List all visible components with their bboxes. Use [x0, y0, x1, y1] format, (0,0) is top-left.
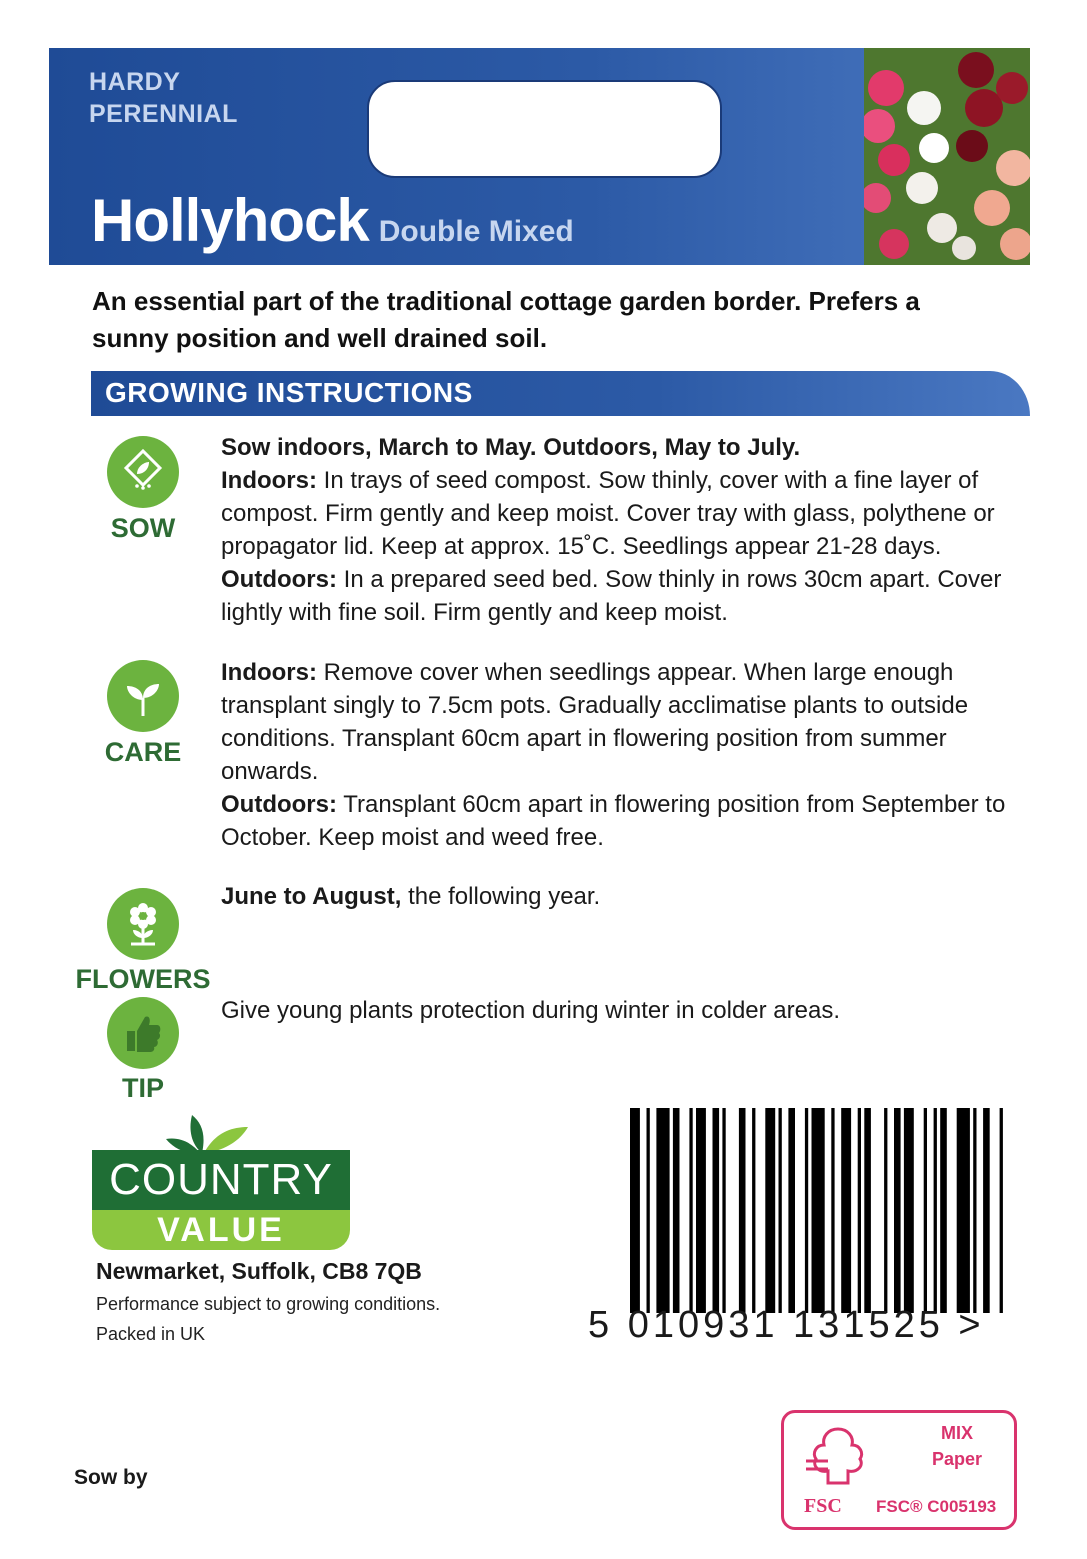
barcode-bar — [934, 1108, 937, 1313]
disclaimer: Performance subject to growing conditions. — [96, 1294, 441, 1314]
address: Newmarket, Suffolk, CB8 7QB — [96, 1258, 422, 1284]
category — [89, 66, 238, 130]
tip-text: Give young plants protection during winter in colder areas. — [221, 997, 841, 1024]
barcode-bar — [752, 1108, 755, 1313]
flowers-text — [221, 880, 1011, 913]
flower-icon — [107, 888, 179, 960]
barcode-bar — [973, 1108, 976, 1313]
packed-in: Packed in UK — [96, 1324, 206, 1344]
flowers-note: the following year. — [401, 883, 601, 910]
fsc-badge — [781, 1410, 1017, 1530]
barcode-bar — [689, 1108, 692, 1313]
barcode-bar — [779, 1108, 782, 1313]
fsc-tree-icon — [798, 1421, 878, 1491]
section-bar — [91, 371, 1030, 416]
header-band — [49, 48, 1030, 265]
barcode — [588, 1108, 1028, 1348]
tip-label: TIP — [121, 1073, 164, 1103]
barcode-bar — [788, 1108, 795, 1313]
fsc-word: FSC — [804, 1495, 842, 1517]
fsc-mix: MIX — [940, 1423, 973, 1443]
product-variety: Double Mixed — [378, 215, 574, 248]
sow-outdoors-label: Outdoors: — [221, 566, 337, 593]
barcode-bar — [647, 1108, 650, 1313]
flowers-label: FLOWERS — [75, 964, 211, 994]
barcode-bar — [630, 1108, 640, 1313]
barcode-bar — [940, 1108, 947, 1313]
fsc-code: FSC® C005193 — [876, 1497, 997, 1516]
intro-text: An essential part of the traditional cottage garden border. Prefers a sunny position and well drained soil. — [92, 286, 920, 353]
flowers-period: June to August, — [221, 883, 402, 910]
brand-line1: COUNTRY — [109, 1155, 333, 1204]
sow-outdoors-text: In a prepared seed bed. Sow thinly in rows 30cm apart. Cover lightly with fine soil. Firm gently and keep moist. — [221, 566, 1002, 626]
leaf-icon — [162, 1105, 252, 1155]
barcode-bar — [713, 1108, 720, 1313]
seedling-icon — [107, 660, 179, 732]
fsc-paper: Paper — [931, 1449, 983, 1469]
sow-instructions — [221, 431, 1011, 629]
care-outdoors-text: Transplant 60cm apart in flowering position from September to October. Keep moist and weed free. — [221, 791, 1006, 851]
care-label: CARE — [104, 737, 182, 767]
barcode-bar — [1000, 1108, 1003, 1313]
sow-by-label: Sow by — [74, 1466, 148, 1489]
barcode-bar — [924, 1108, 927, 1313]
barcode-bar — [864, 1108, 871, 1313]
barcode-bar — [957, 1108, 970, 1313]
barcode-bars — [588, 1108, 1028, 1313]
hollyhock-photo — [864, 48, 1030, 265]
barcode-bar — [812, 1108, 825, 1313]
hang-slot — [367, 80, 722, 178]
brand-line2: VALUE — [157, 1211, 285, 1249]
barcode-bar — [696, 1108, 706, 1313]
product-title — [91, 186, 574, 255]
care-instructions — [221, 656, 1011, 854]
category-line1: HARDY — [89, 68, 181, 96]
sow-headline: Sow indoors, March to May. Outdoors, May to July. — [221, 434, 801, 461]
barcode-bar — [805, 1108, 808, 1313]
category-line2: PERENNIAL — [89, 100, 238, 128]
barcode-bar — [739, 1108, 746, 1313]
sow-indoors-label: Indoors: — [221, 467, 317, 494]
barcode-bar — [841, 1108, 851, 1313]
barcode-number: 5 010931 131525 > — [588, 1304, 985, 1346]
care-outdoors-label: Outdoors: — [221, 791, 337, 818]
sow-icon — [107, 436, 179, 508]
sow-indoors-text: In trays of seed compost. Sow thinly, cover with a fine layer of compost. Firm gently and keep moist. Cover tray with glass, polythene or propagator lid. Keep at approx. 15˚C. Seedlings appear 21-28 days. — [221, 467, 995, 560]
section-title: GROWING INSTRUCTIONS — [105, 377, 473, 408]
care-indoors-text: Remove cover when seedlings appear. When large enough transplant singly to 7.5cm pots. Gradually acclimatise plants to outside conditions. Transplant 60cm apart in flowering position from summer onwards. — [221, 659, 969, 785]
barcode-bar — [904, 1108, 914, 1313]
barcode-bar — [858, 1108, 861, 1313]
barcode-bar — [765, 1108, 775, 1313]
barcode-bar — [831, 1108, 834, 1313]
barcode-bar — [656, 1108, 669, 1313]
barcode-bar — [673, 1108, 680, 1313]
barcode-bar — [894, 1108, 901, 1313]
barcode-bar — [983, 1108, 990, 1313]
barcode-bar — [722, 1108, 725, 1313]
product-name: Hollyhock — [91, 187, 369, 254]
care-indoors-label: Indoors: — [221, 659, 317, 686]
country-value-logo — [92, 1105, 352, 1250]
sow-label: SOW — [110, 513, 176, 543]
thumbs-up-icon — [107, 997, 179, 1069]
barcode-bar — [884, 1108, 887, 1313]
